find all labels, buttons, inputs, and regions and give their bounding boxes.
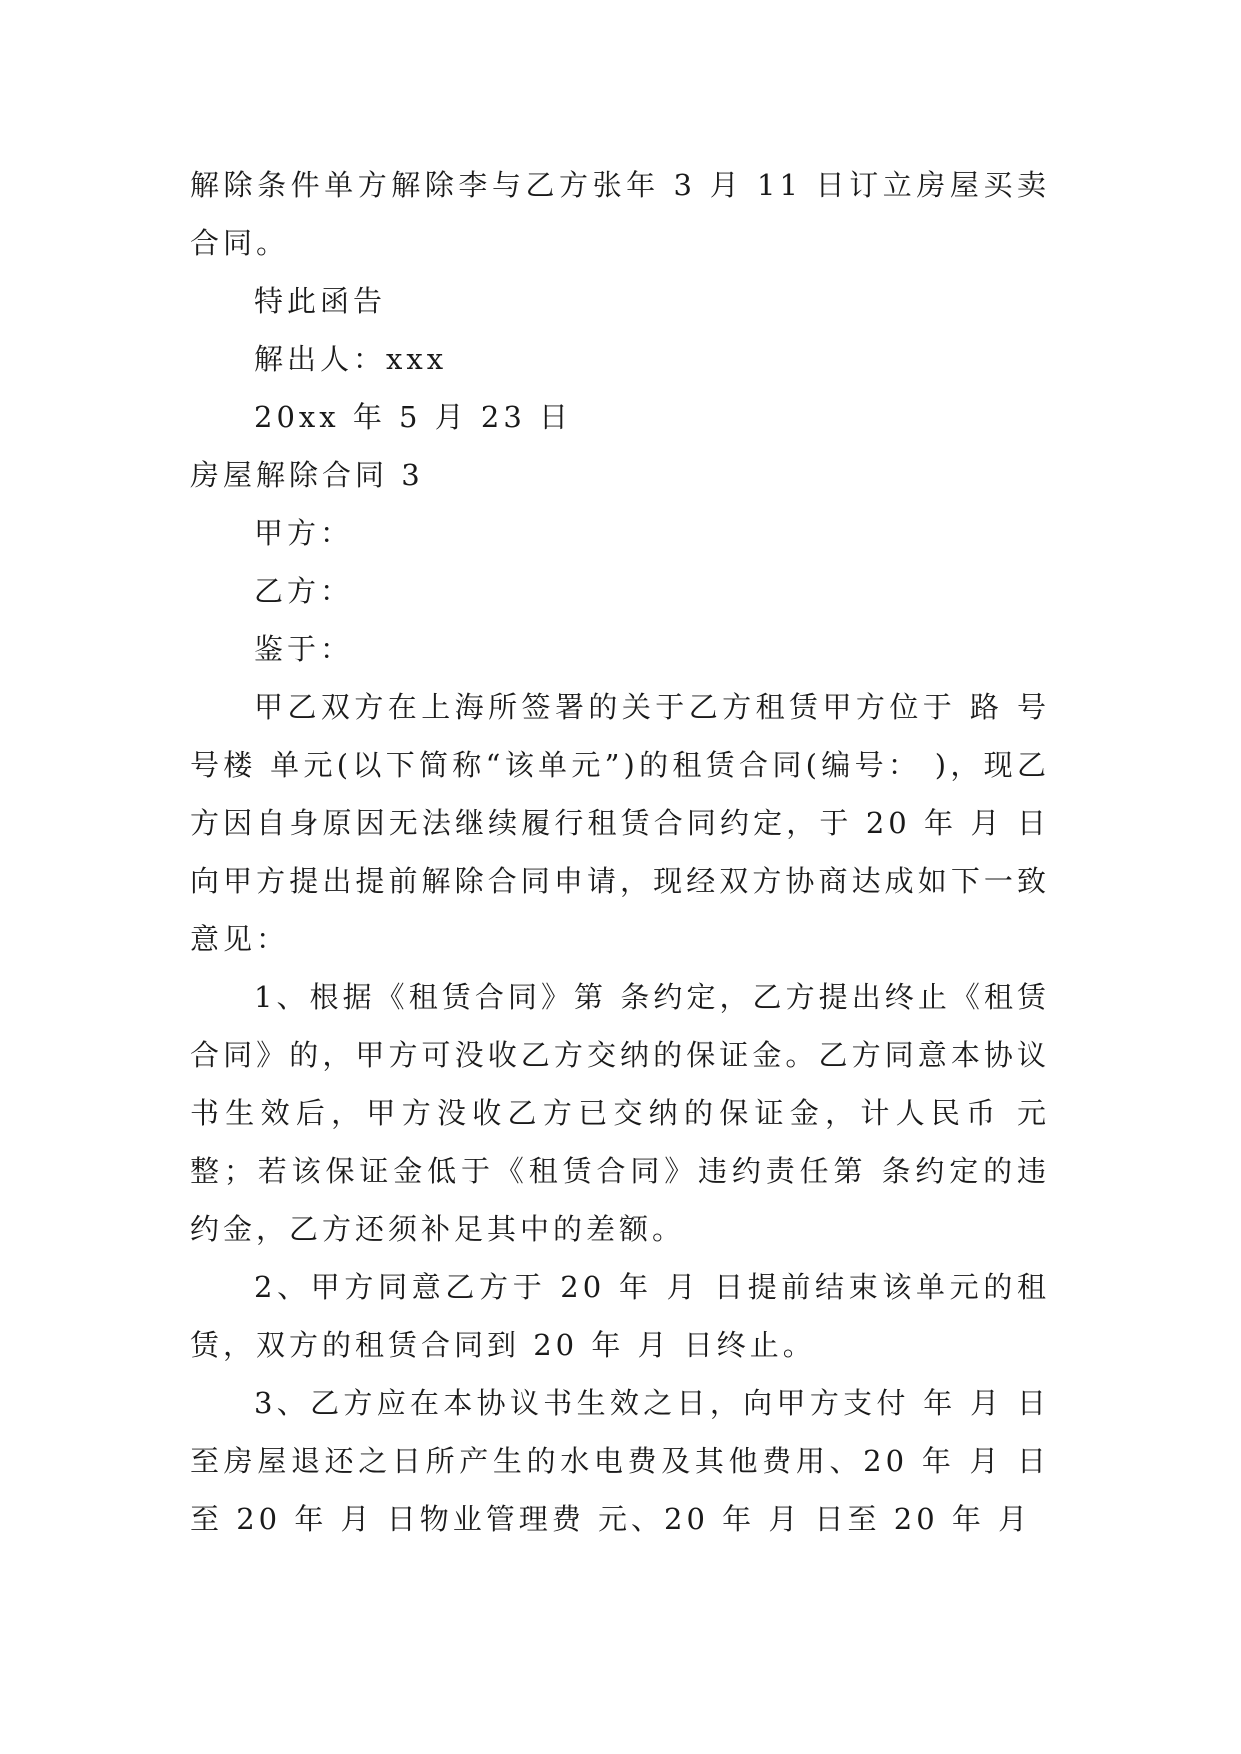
paragraph-closing: 特此函告 — [254, 284, 387, 318]
paragraph-termination-notice: 解除条件单方解除李与乙方张年 3 月 11 日订立房屋买卖合同。 — [190, 168, 1050, 260]
party-b-label: 乙方： — [254, 574, 354, 608]
paragraph-recital: 甲乙双方在上海所签署的关于乙方租赁甲方位于 路 号 号楼 单元(以下简称“该单元”)的租赁合同(编号： )，现乙方因自身原因无法继续履行租赁合同约定，于 20 年 月 日向甲方提出提前解除合同申请，现经双方协商达成如下一致意见： — [190, 690, 1050, 956]
party-a-label: 甲方： — [254, 516, 354, 550]
whereas-label: 鉴于： — [254, 632, 354, 666]
clause-1: 1、根据《租赁合同》第 条约定，乙方提出终止《租赁合同》的，甲方可没收乙方交纳的保证金。乙方同意本协议书生效后，甲方没收乙方已交纳的保证金，计人民币 元整；若该保证金低于《租赁合同》违约责任第 条约定的违约金，乙方还须补足其中的差额。 — [190, 980, 1050, 1246]
clause-2: 2、甲方同意乙方于 20 年 月 日提前结束该单元的租赁，双方的租赁合同到 20 年 月 日终止。 — [190, 1270, 1050, 1362]
paragraph-date: 20xx 年 5 月 23 日 — [254, 400, 573, 434]
document-body — [190, 156, 1050, 1548]
section-heading: 房屋解除合同 3 — [190, 458, 424, 492]
clause-3: 3、乙方应在本协议书生效之日，向甲方支付 年 月 日至房屋退还之日所产生的水电费及其他费用、20 年 月 日至 20 年 月 日物业管理费 元、20 年 月 日至 20 年 月 — [190, 1386, 1050, 1536]
paragraph-signer: 解出人：xxx — [254, 342, 448, 376]
